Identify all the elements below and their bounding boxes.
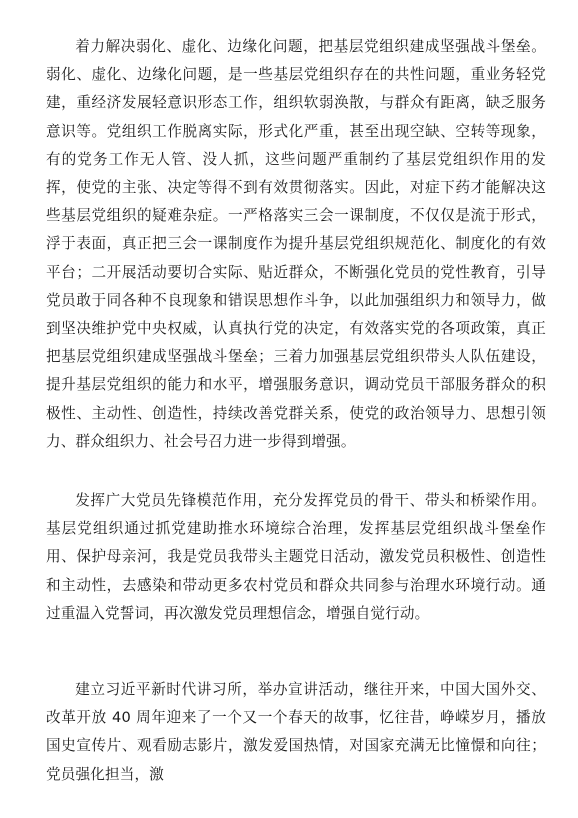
paragraph-new-era-lecture-hall: 建立习近平新时代讲习所，举办宣讲活动，继往开来，中国大国外交、改革开放 40 周年迎来了一个又一个春天的故事，忆往昔，峥嵘岁月，播放国史宣传片、观看励志影片，激发爱国热情，对国家充满无比憧憬和向往；党员强化担当，激 xyxy=(46,681,546,783)
paragraph-party-member-vanguard-role: 发挥广大党员先锋模范作用，充分发挥党员的骨干、带头和桥梁作用。基层党组织通过抓党建助推水环境综合治理，发挥基层党组织战斗堡垒作用、保护母亲河，我是党员我带头主题党日活动，激发党员积极性、创造性和主动性，去感染和带动更多农村党员和群众共同参与治理水环境行动。通过重温入党誓词，再次激发党员理想信念，增强自觉行动。 xyxy=(46,492,546,622)
paragraph-strengthen-grassroots-party-organizations: 着力解决弱化、虚化、边缘化问题，把基层党组织建成坚强战斗堡垒。弱化、虚化、边缘化问题，是一些基层党组织存在的共性问题，重业务轻党建，重经济发展轻意识形态工作，组织软弱涣散，与群众有距离，缺乏服务意识等。党组织工作脱离实际，形式化严重，甚至出现空缺、空转等现象，有的党务工作无人管、没人抓，这些问题严重制约了基层党组织作用的发挥，使党的主张、决定等得不到有效贯彻落实。因此，对症下药才能解决这些基层党组织的疑难杂症。一严格落实三会一课制度，不仅仅是流于形式，浮于表面，真正把三会一课制度作为提升基层党组织规范化、制度化的有效平台；二开展活动要切合实际、贴近群众，不断强化党员的党性教育，引导党员敢于同各种不良现象和错误思想作斗争，以此加强组织力和领导力，做到坚决维护党中央权威，认真执行党的决定，有效落实党的各项政策，真正把基层党组织建成坚强战斗堡垒；三着力加强基层党组织带头人队伍建设，提升基层党组织的能力和水平，增强服务意识，调动党员干部服务群众的积极性、主动性、创造性，持续改善党群关系，使党的政治领导力、思想引领力、群众组织力、社会号召力进一步得到增强。 xyxy=(46,38,546,450)
